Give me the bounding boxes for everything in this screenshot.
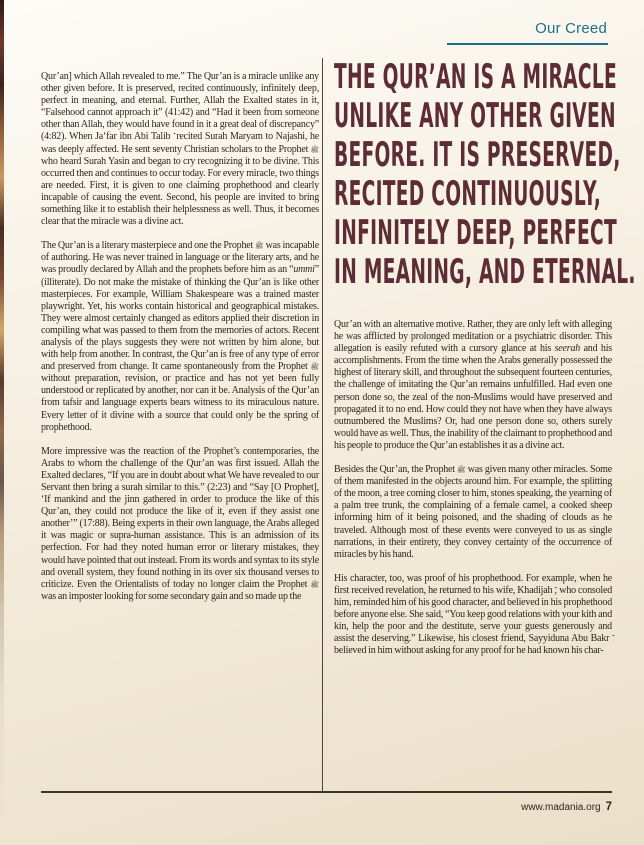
header-underline xyxy=(447,43,608,45)
section-title: Our Creed xyxy=(535,20,607,37)
honorific-mark: ﷺ xyxy=(310,145,319,154)
body-paragraph: Qur’an with an alternative motive. Rather, they are only left with alleging he was afflicted by prolonged meditation or a psychiatric disorder. This allegation is easily refuted with a cursory glance at his seerah and his accomplishments. From the time when the Arabs generally possessed the highest of literary skill, and throughout the subsequent fourteen centuries, the challenge of imitating the Qur’an remains unfulfilled. Had even one person done so, the zeal of the non-Muslims would have preserved and propagated it to no end. How could they not have when they have always outnumbered the Muslims? Or, had one person done so, others surely would have as well. Thus, the inability of the claimant to prophethood and his people to produce the Qur’an establishes it as a divine act. xyxy=(334,319,613,451)
section-header xyxy=(535,20,607,38)
honorific-mark: ﷺ xyxy=(456,466,466,475)
pull-quote-line: UNLIKE ANY OTHER GIVEN xyxy=(334,96,616,136)
honorific-mark: ﷺ xyxy=(310,580,319,589)
body-paragraph: Qur’an] which Allah revealed to me.” The Qur’an is a miracle unlike any other given before. It is preserved, recited continuously, infinitely deep, perfect in meaning, and eternal. Further, Allah the Exalted states in it, “Falsehood cannot approach it” (41:42) and “Had it been from someone other than Allah, they would have found in it a great deal of discrepancy” (4:82). When Ja‘far ibn Abi Talib recited Surah Maryam to Najashi, he was deeply affected. He sent seventy Christian scholars to the Prophet ﷺ who heard Surah Yasin and began to cry recognizing it to be divine. This occurred then and continues to occur today. For every miracle, two things are needed. First, it is given to one claiming prophethood and clearly incapable of causing the event. Second, his people are invited to bring something like it to establish their helplessness as well. Thus, it becomes clear that the miracle was a divine act. xyxy=(41,71,319,228)
footer-rule xyxy=(41,791,612,793)
honorific-mark: ﷺ xyxy=(255,242,264,251)
body-paragraph: More impressive was the reaction of the Prophet’s contemporaries, the Arabs to whom the challenge of the Qur’an was first issued. Allah the Exalted declares, “If you are in doubt about what We have revealed to our Servant then bring a surah similar to this.” (2:23) and “Say [O Prophet], ‘If mankind and the jinn gathered in order to produce the like of this Qur’an, they could not produce the like of it, even if they assist one another’” (17:88). Being experts in their own language, the Arabs alleged it was magic or supra-human assistance. This is an admission of its perfection. For had they noted human error or literary mistakes, they would have pointed that out instead. From its words and syntax to its style and overall system, they found nothing in its over six thousand verses to criticize. Even the Orientalists of today no longer claim the Prophet ﷺ was an imposter looking for some secondary gain and so made up the xyxy=(41,445,319,602)
pull-quote-line: IN MEANING, AND ETERNAL. xyxy=(334,252,636,292)
footer-website: www.madania.org xyxy=(521,802,601,813)
pull-quote-lines xyxy=(334,57,636,292)
body-paragraph: The Qur’an is a literary masterpiece and one the Prophet ﷺ was incapable of authoring. He was never trained in language or the literary arts, and he was proudly declared by Allah and the prophets before him as an “ummi” (illiterate). Do not make the mistake of thinking the Qur’an is like other masterpieces. For example, William Shakespeare was a trained master playwright. Yet, his works contain historical and geographical mistakes. They were almost certainly changed as editors applied their discretion in compiling what was passed to them from the memories of actors. Recent analysis of the plays suggests they were not written by him alone, but with help from another. In contrast, the Qur’an is free of any type of error and preserved from change. It came spontaneously from the Prophet ﷺ without preparation, revision, or practice and has not yet been fully understood or replicated by another, nor can it be. Analysis of the Qur’an from tafsir and language experts bears witness to its miraculous nature. Every letter of it divine with a source that could only be the spring of prophethood. xyxy=(41,240,319,433)
pull-quote-line: INFINITELY DEEP, PERFECT xyxy=(334,213,617,253)
pull-quote xyxy=(334,57,636,298)
scanned-page-edge xyxy=(0,0,4,845)
column-divider xyxy=(322,58,323,792)
pull-quote-line: BEFORE. IT IS PRESERVED, xyxy=(334,135,621,175)
body-paragraph: His character, too, was proof of his prophethood. For example, when he first received revelation, he returned to his wife, Khadijah , who consoled him, reminded him of his good character, and believed in his prophethood before anyone else. She said, “You keep good relations with your kith and kin, help the poor and the destitute, serve your guests generously and assist the deserving.” Likewise, his closest friend, Sayyiduna Abu Bakr believed in him without asking for any proof for he had known his char- xyxy=(334,572,613,657)
right-column-text xyxy=(334,319,612,657)
page-number: 7 xyxy=(605,801,612,813)
left-column-text xyxy=(41,71,319,603)
right-column xyxy=(334,57,636,657)
footer xyxy=(521,801,612,813)
pull-quote-line: THE QUR’AN IS A MIRACLE xyxy=(334,57,617,97)
pull-quote-line: RECITED CONTINUOUSLY, xyxy=(334,174,602,214)
honorific-mark: ﷺ xyxy=(310,363,319,372)
body-paragraph: Besides the Qur’an, the Prophet ﷺ was given many other miracles. Some of them manifested in the objects around him. For example, the splitting of the moon, a tree coming closer to him, stones speaking, the yearning of a palm tree trunk, the complaining of a female camel, a cooked sheep informing him of it being poisoned, and the shading of clouds as he traveled. Although most of these events were conveyed to us as single narrations, in their entirety, they convey certainty of the occurrence of miracles by his hand. xyxy=(334,464,612,560)
